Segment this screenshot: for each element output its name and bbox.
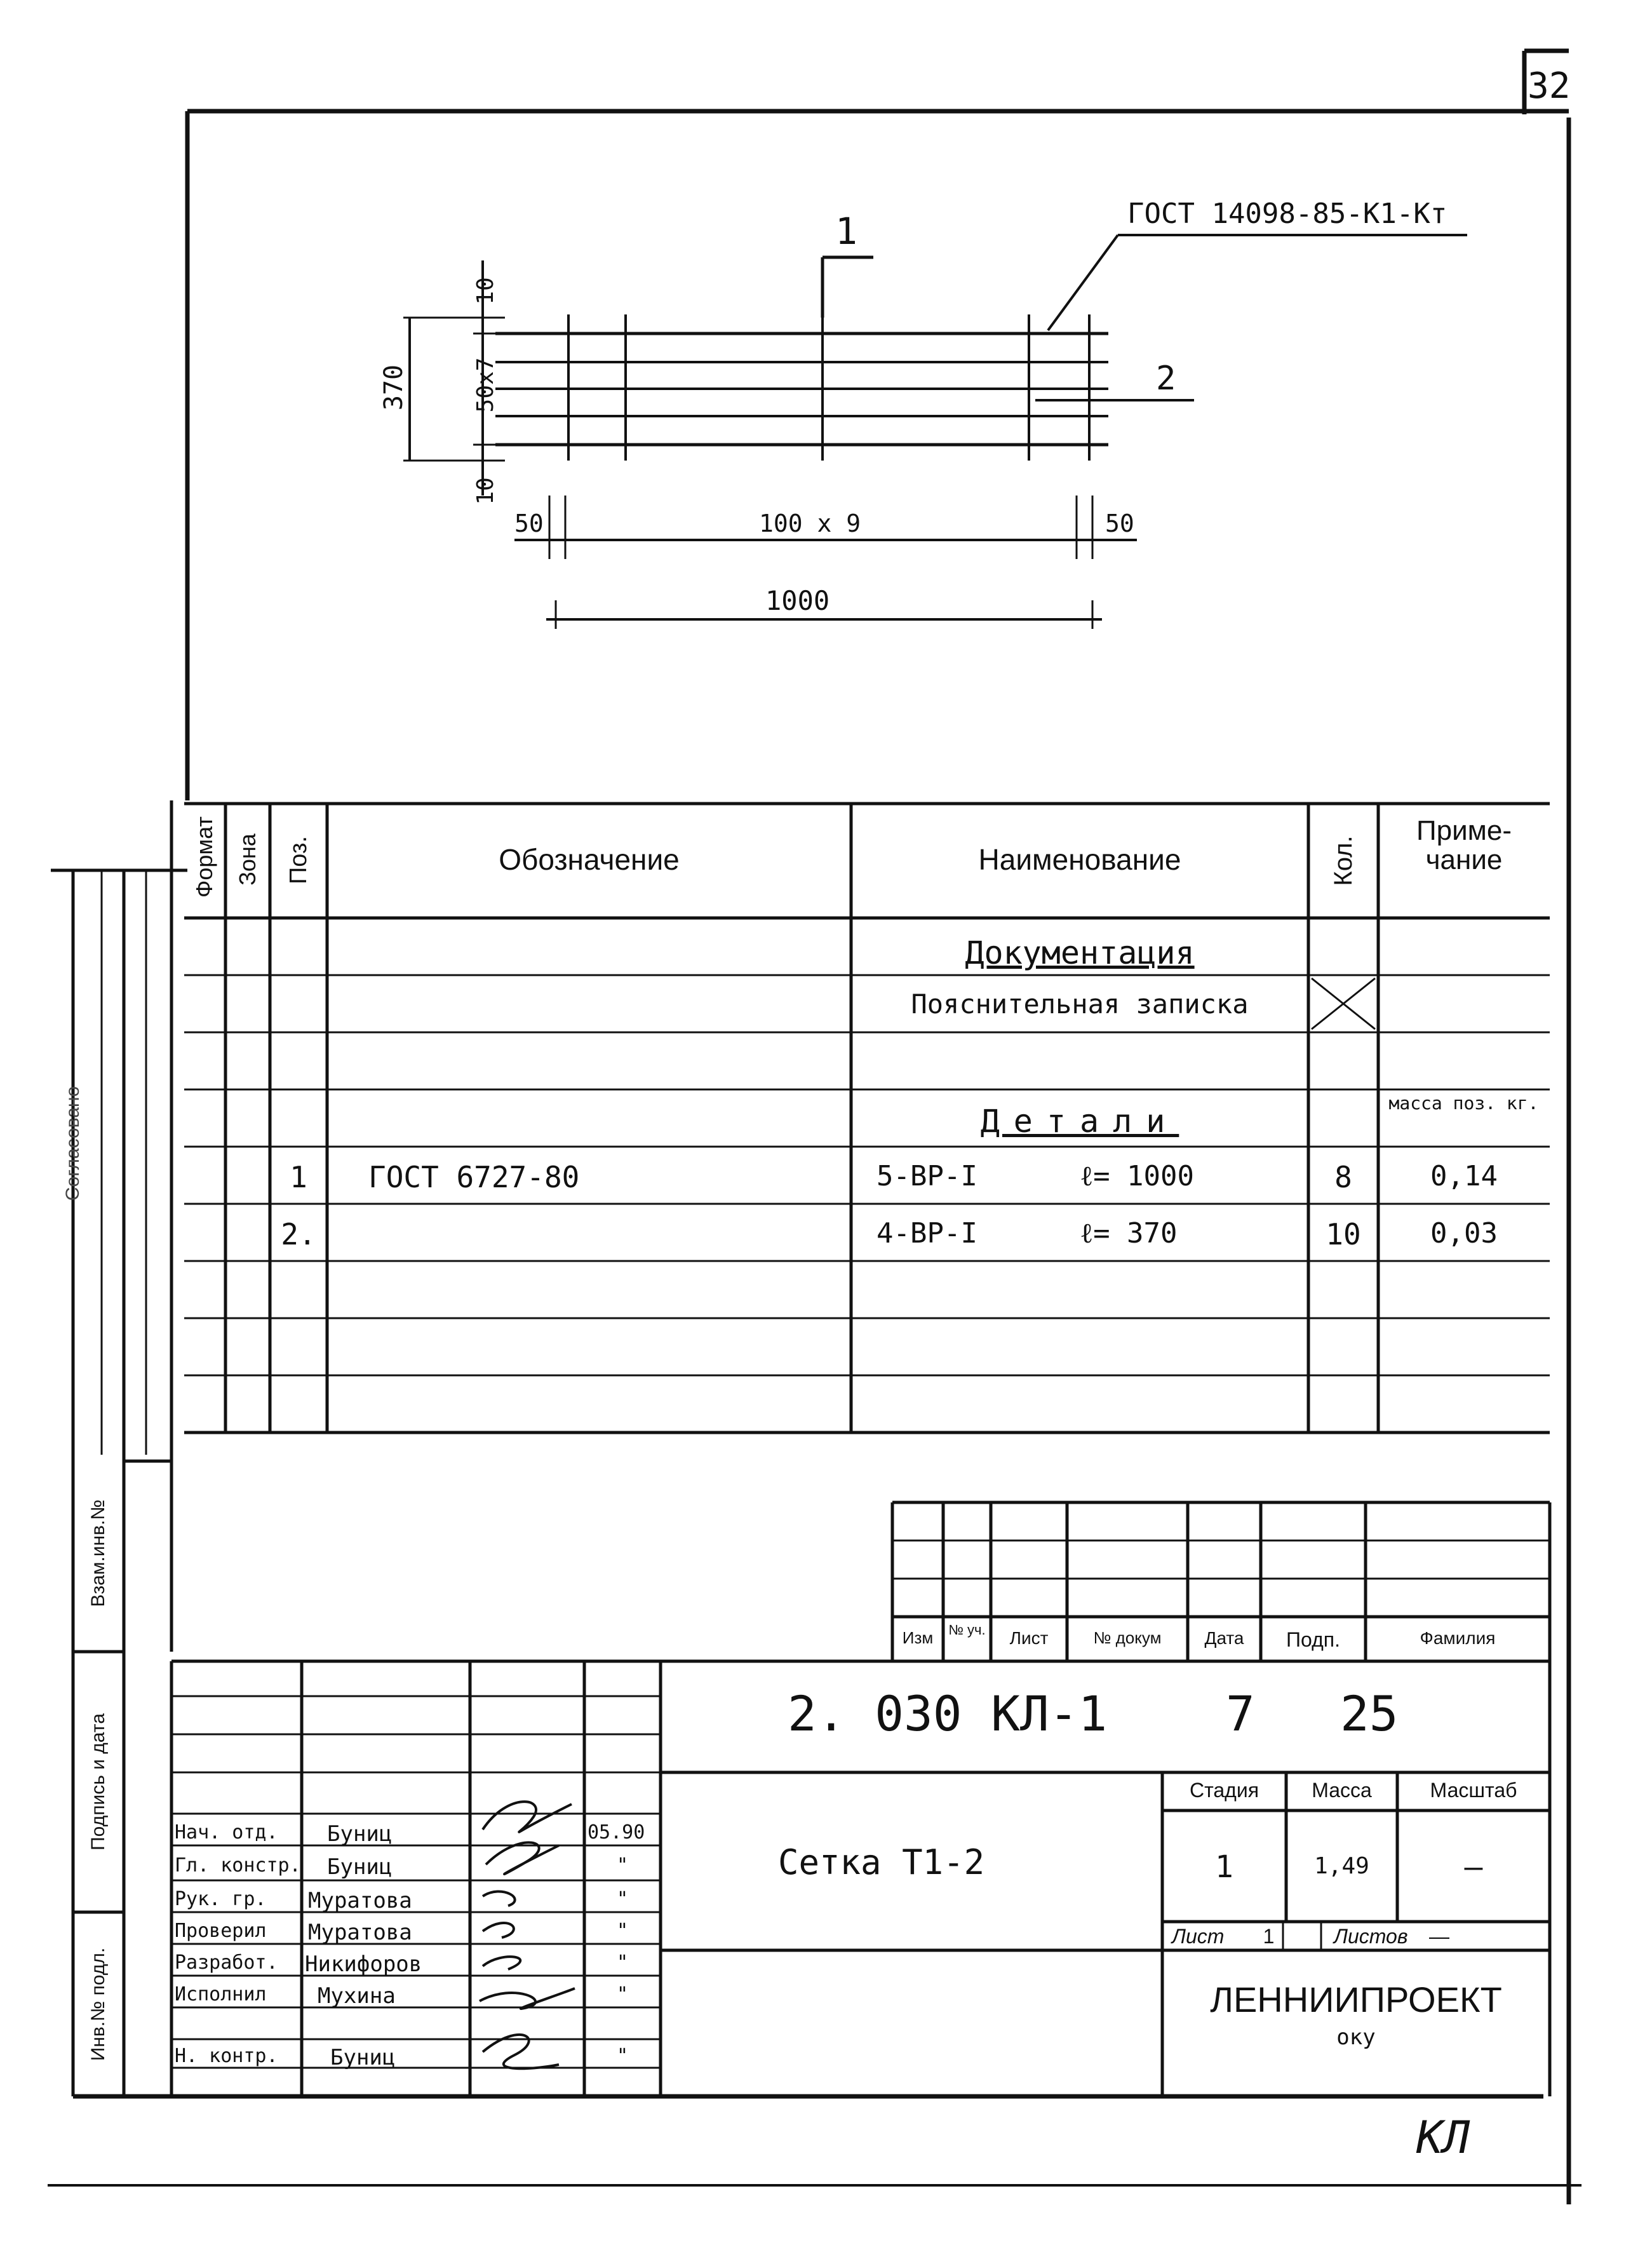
rev-header-surname: Фамилия xyxy=(1420,1628,1496,1648)
label-sign-date: Подпись и дата xyxy=(88,1713,109,1851)
dim-top: 10 xyxy=(473,277,499,305)
section-label: 1 xyxy=(835,210,857,253)
section-documentation: Документация xyxy=(965,934,1195,971)
signer-role: Рук. гр. xyxy=(175,1888,267,1910)
rev-header-izm: Изм xyxy=(902,1628,934,1647)
label-replace: Взам.инв.№ xyxy=(88,1499,109,1607)
corner-mark: КЛ xyxy=(1416,2112,1470,2164)
row-1-pos: 1 xyxy=(290,1160,307,1194)
sheets-label: Листов xyxy=(1334,1925,1408,1948)
signer-date: " xyxy=(616,1983,629,2006)
signer-name: Буниц xyxy=(327,1854,393,1880)
header-note: Приме-чание xyxy=(1416,815,1512,876)
gost-note: ГОСТ 14098-85-К1-Кт xyxy=(1127,198,1447,230)
section-details: Детали xyxy=(980,1103,1179,1140)
doc-code: 2. 030 КЛ-1 xyxy=(788,1685,1108,1742)
mass-value: 1,49 xyxy=(1314,1853,1369,1879)
label-inv: Инв.№ подл. xyxy=(88,1947,109,2061)
signer-date: " xyxy=(616,2045,629,2067)
signer-role: Исполнил xyxy=(175,1983,267,2006)
header-zone: Зона xyxy=(234,833,260,886)
label-approved: Согласовано xyxy=(62,1086,83,1201)
left-strip xyxy=(51,800,187,2096)
rev-header-sign: Подп. xyxy=(1286,1628,1340,1651)
dim-middle: 50х7 xyxy=(473,357,499,413)
header-designation: Обозначение xyxy=(499,843,680,876)
rev-header-doc: № докум xyxy=(1093,1628,1162,1647)
rev-header-uch: № уч. xyxy=(948,1622,986,1638)
row-2-qty: 10 xyxy=(1326,1217,1361,1251)
header-qty: Кол. xyxy=(1329,835,1357,886)
mesh-drawing xyxy=(403,235,1467,629)
signer-role: Гл. констр. xyxy=(175,1854,301,1877)
signature-scribbles xyxy=(480,1802,575,2068)
mass-label: Масса xyxy=(1312,1779,1372,1802)
signer-role: Разработ. xyxy=(175,1952,278,1974)
row-2-mass: 0,03 xyxy=(1430,1217,1498,1250)
dim-right: 50 xyxy=(1105,509,1134,537)
dim-bottom: 10 xyxy=(473,477,499,505)
header-format: Формат xyxy=(191,816,217,898)
doc-code-a: 7 xyxy=(1226,1685,1255,1742)
signer-date: " xyxy=(616,1920,629,1942)
org-name: ЛЕННИИПРОЕКТ xyxy=(1210,1979,1502,2019)
leader-label: 2 xyxy=(1156,360,1176,398)
signer-name: Муратова xyxy=(308,1920,412,1945)
signer-name: Буниц xyxy=(330,2045,396,2070)
mass-header: масса поз. кг. xyxy=(1388,1093,1539,1114)
header-name: Наименование xyxy=(978,843,1181,876)
row-1-mass: 0,14 xyxy=(1430,1160,1498,1192)
row-1-qty: 8 xyxy=(1334,1160,1352,1194)
signer-name: Никифоров xyxy=(305,1952,422,1977)
signer-role: Н. контр. xyxy=(175,2045,278,2067)
explanatory-note: Пояснительная записка xyxy=(911,988,1249,1020)
sheet-number: 32 xyxy=(1528,65,1571,107)
signer-date: " xyxy=(616,1888,629,1910)
scale-value: — xyxy=(1464,1849,1483,1885)
signer-role: Проверил xyxy=(175,1920,267,1942)
rev-header-date: Дата xyxy=(1204,1628,1244,1648)
row-2-length: ℓ= 370 xyxy=(1080,1217,1178,1250)
row-1-name: 5-ВР-I xyxy=(876,1160,977,1192)
signer-name: Мухина xyxy=(318,1983,396,2009)
stage-value: 1 xyxy=(1215,1849,1233,1885)
row-2-name: 4-ВР-I xyxy=(876,1217,977,1250)
sheet-value: 1 xyxy=(1263,1925,1275,1948)
stage-label: Стадия xyxy=(1189,1779,1259,1802)
row-1-length: ℓ= 1000 xyxy=(1080,1160,1195,1192)
dim-height: 370 xyxy=(379,364,408,411)
signer-name: Муратова xyxy=(308,1888,412,1913)
dim-length: 1000 xyxy=(765,585,830,616)
dim-spacing: 100 х 9 xyxy=(759,509,861,537)
header-pos: Поз. xyxy=(285,836,312,884)
signer-date: 05.90 xyxy=(588,1821,645,1844)
doc-code-b: 25 xyxy=(1340,1685,1399,1742)
dim-left: 50 xyxy=(514,509,544,537)
scale-label: Масштаб xyxy=(1430,1779,1517,1802)
row-2-pos: 2. xyxy=(281,1217,316,1251)
signer-date: " xyxy=(616,1854,629,1877)
sheet-label: Лист xyxy=(1172,1925,1225,1948)
signer-role: Нач. отд. xyxy=(175,1821,278,1844)
sheets-value: — xyxy=(1429,1925,1449,1948)
rev-header-list: Лист xyxy=(1009,1628,1049,1648)
signer-name: Буниц xyxy=(327,1821,393,1847)
signer-date: " xyxy=(616,1952,629,1974)
drawing-title: Сетка Т1-2 xyxy=(778,1842,985,1882)
row-1-designation: ГОСТ 6727-80 xyxy=(368,1160,580,1194)
org-sub: оку xyxy=(1336,2025,1376,2050)
